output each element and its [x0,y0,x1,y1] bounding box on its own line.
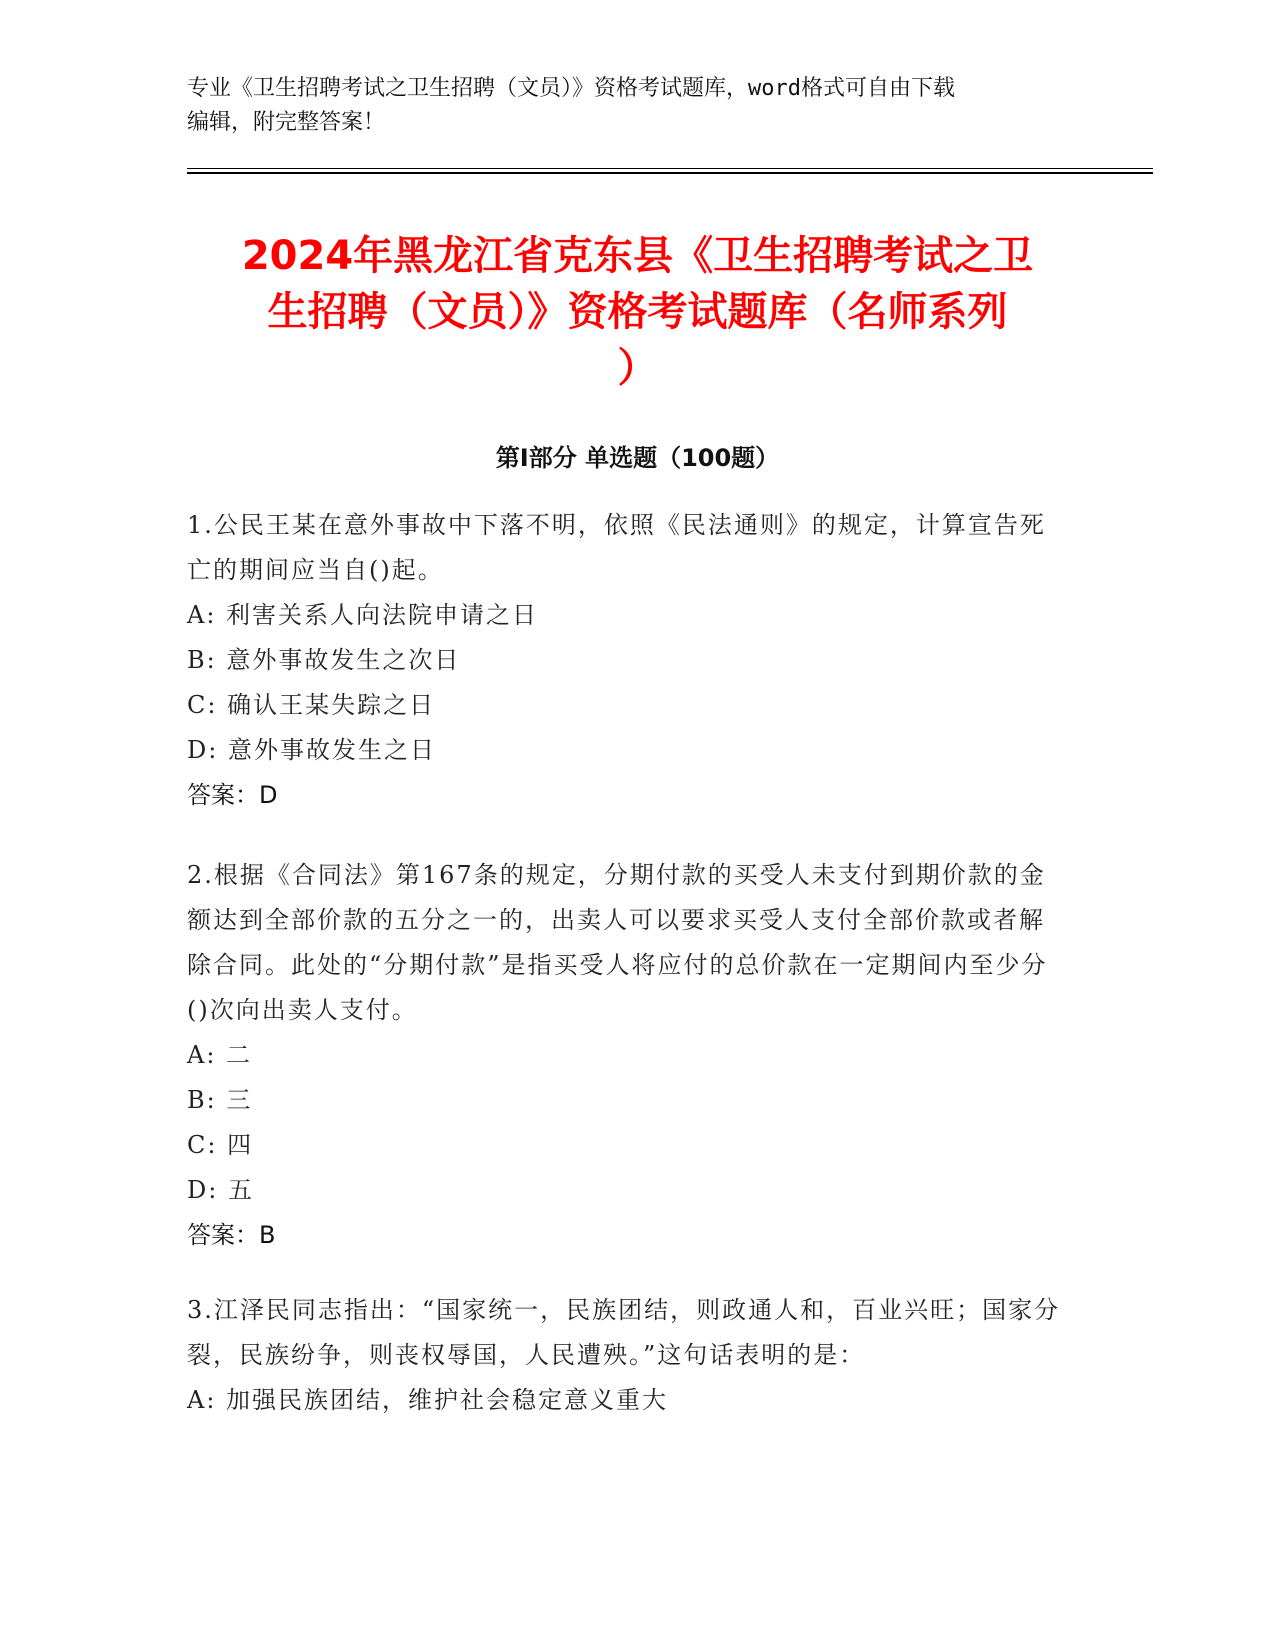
header-note-line-2: 编辑，附完整答案！ [187,110,386,135]
question-stem: 2.根据《合同法》第167条的规定，分期付款的买受人未支付到期价款的金额达到全部价款的五分之一的，出卖人可以要求买受人支付全部价款或者解除合同。此处的“分期付款”是指买受人将应付的总价款在一定期间内至少分()次向出卖人支付。 [187,861,1048,1024]
document-title-line-1: 2024年黑龙江省克东县《卫生招聘考试之卫 [241,233,1034,279]
option-c: C: 四 [187,1131,254,1159]
document-title-line-2: 生招聘（文员）》资格考试题库（名师系列 [267,289,1008,335]
header-divider-thick [187,172,1153,174]
answer-label: 答案：D [187,781,278,809]
answer-label: 答案：B [187,1221,276,1249]
header-divider-thin [187,168,1153,169]
option-c: C: 确认王某失踪之日 [187,691,436,719]
option-b: B: 三 [187,1086,253,1114]
option-a: A: 二 [187,1041,253,1069]
section-heading: 第Ⅰ部分 单选题（100题） [495,444,780,472]
question-2 [187,853,1067,1258]
option-b: B: 意外事故发生之次日 [187,646,461,674]
option-d: D: 意外事故发生之日 [187,736,436,764]
header-note-line-1: 专业《卫生招聘考试之卫生招聘（文员）》资格考试题库，word格式可自由下载 [187,76,955,101]
option-d: D: 五 [187,1176,254,1204]
option-a: A: 利害关系人向法院申请之日 [187,601,539,629]
document-title-line-3: ） [617,345,658,391]
question-stem: 3.江泽民同志指出：“国家统一，民族团结，则政通人和，百业兴旺；国家分裂，民族纷争，则丧权辱国，人民遭殃。”这句话表明的是： [187,1296,1061,1369]
question-stem: 1.公民王某在意外事故中下落不明，依照《民法通则》的规定，计算宣告死亡的期间应当自()起。 [187,511,1046,584]
question-1 [187,503,1067,818]
option-a: A: 加强民族团结，维护社会稳定意义重大 [187,1386,669,1414]
question-3 [187,1288,1067,1423]
document-title [180,228,1095,396]
header-note [187,72,1067,140]
